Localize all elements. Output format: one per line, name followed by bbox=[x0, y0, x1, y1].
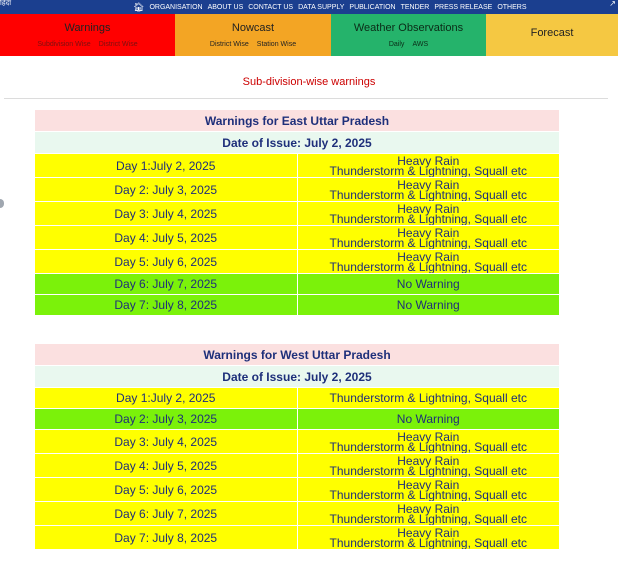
table-row bbox=[35, 274, 560, 295]
region-heading: Warnings for East Uttar Pradesh bbox=[35, 110, 560, 132]
warning-line: Heavy Rain bbox=[397, 453, 460, 468]
warning-line: Heavy Rain bbox=[397, 225, 460, 240]
issue-date: Date of Issue: July 2, 2025 bbox=[35, 366, 560, 388]
warning-cell bbox=[297, 502, 560, 526]
warning-line: Heavy Rain bbox=[397, 249, 460, 264]
category-tabs bbox=[0, 14, 618, 56]
warning-line: Thunderstorm & Lightning, Squall etc bbox=[329, 235, 527, 250]
day-cell: Day 5: July 6, 2025 bbox=[35, 250, 298, 274]
warning-line: Heavy Rain bbox=[397, 501, 460, 516]
warning-line: Thunderstorm & Lightning, Squall etc bbox=[329, 487, 527, 502]
warning-cell bbox=[297, 226, 560, 250]
subdivision-wise-link[interactable]: Subdivision Wise bbox=[37, 41, 91, 48]
table-row bbox=[35, 295, 560, 316]
warning-cell bbox=[297, 478, 560, 502]
table-row bbox=[35, 409, 560, 430]
warning-line: Thunderstorm & Lightning, Squall etc bbox=[329, 439, 527, 454]
warning-cell bbox=[297, 430, 560, 454]
day-cell: Day 7: July 8, 2025 bbox=[35, 526, 298, 550]
warning-cell bbox=[297, 178, 560, 202]
warning-cell: No Warning bbox=[297, 295, 560, 316]
table-row bbox=[35, 154, 560, 178]
table-row bbox=[35, 226, 560, 250]
tab-warnings-title[interactable]: Warnings bbox=[64, 22, 111, 34]
west-up-warnings-table bbox=[34, 343, 560, 550]
day-cell: Day 4: July 5, 2025 bbox=[35, 226, 298, 250]
tab-forecast-title[interactable]: Forecast bbox=[530, 27, 574, 39]
tab-weather-observations[interactable] bbox=[331, 14, 486, 56]
warning-cell bbox=[297, 154, 560, 178]
warning-line: Thunderstorm & Lightning, Squall etc bbox=[329, 163, 527, 178]
divider bbox=[4, 98, 608, 99]
table-row bbox=[35, 388, 560, 409]
menu-about-us[interactable]: ABOUT US bbox=[207, 3, 244, 11]
warning-line: Thunderstorm & Lightning, Squall etc bbox=[329, 187, 527, 202]
tab-forecast[interactable] bbox=[486, 14, 618, 56]
daily-link[interactable]: Daily bbox=[388, 41, 405, 48]
warning-line: Heavy Rain bbox=[397, 153, 460, 168]
menu-others[interactable]: OTHERS bbox=[497, 3, 527, 11]
table-row bbox=[35, 454, 560, 478]
table-row bbox=[35, 178, 560, 202]
day-cell: Day 6: July 7, 2025 bbox=[35, 502, 298, 526]
menu-organisation[interactable]: ORGANISATION bbox=[149, 3, 203, 11]
warning-line: Thunderstorm & Lightning, Squall etc bbox=[329, 259, 527, 274]
menu-publication[interactable]: PUBLICATION bbox=[349, 3, 396, 11]
day-cell: Day 5: July 6, 2025 bbox=[35, 478, 298, 502]
day-cell: Day 2: July 3, 2025 bbox=[35, 178, 298, 202]
share-icon[interactable]: ↗ bbox=[609, 0, 616, 8]
day-cell: Day 6: July 7, 2025 bbox=[35, 274, 298, 295]
warning-line: Heavy Rain bbox=[397, 177, 460, 192]
menu-data-supply[interactable]: DATA SUPPLY bbox=[298, 3, 345, 11]
table-row bbox=[35, 478, 560, 502]
warning-cell: No Warning bbox=[297, 409, 560, 430]
menu-tender[interactable]: TENDER bbox=[400, 3, 430, 11]
day-cell: Day 1:July 2, 2025 bbox=[35, 154, 298, 178]
warning-cell bbox=[297, 202, 560, 226]
menu-press-release[interactable]: PRESS RELEASE bbox=[434, 3, 493, 11]
region-heading: Warnings for West Uttar Pradesh bbox=[35, 344, 560, 366]
top-menu bbox=[133, 0, 526, 14]
tab-nowcast-title[interactable]: Nowcast bbox=[231, 22, 275, 34]
aws-link[interactable]: AWS bbox=[412, 41, 429, 48]
day-cell: Day 3: July 4, 2025 bbox=[35, 430, 298, 454]
side-scroll-marker bbox=[0, 199, 4, 208]
warning-cell bbox=[297, 454, 560, 478]
menu-contact-us[interactable]: CONTACT US bbox=[248, 3, 294, 11]
table-row bbox=[35, 502, 560, 526]
nowcast-district-wise-link[interactable]: District Wise bbox=[209, 41, 249, 48]
warning-line: Heavy Rain bbox=[397, 525, 460, 540]
district-wise-warnings-link[interactable]: District Wise bbox=[98, 41, 138, 48]
warning-line: Heavy Rain bbox=[397, 201, 460, 216]
home-icon[interactable]: 🏠︎ bbox=[133, 1, 145, 12]
nowcast-station-wise-link[interactable]: Station Wise bbox=[256, 41, 297, 48]
warning-cell bbox=[297, 526, 560, 550]
table-row bbox=[35, 202, 560, 226]
warning-line: Heavy Rain bbox=[397, 477, 460, 492]
warning-cell bbox=[297, 250, 560, 274]
table-row bbox=[35, 250, 560, 274]
warning-cell: No Warning bbox=[297, 274, 560, 295]
warning-line: Thunderstorm & Lightning, Squall etc bbox=[329, 211, 527, 226]
day-cell: Day 1:July 2, 2025 bbox=[35, 388, 298, 409]
warning-line: Thunderstorm & Lightning, Squall etc bbox=[329, 463, 527, 478]
issue-date: Date of Issue: July 2, 2025 bbox=[35, 132, 560, 154]
warning-cell: Thunderstorm & Lightning, Squall etc bbox=[297, 388, 560, 409]
day-cell: Day 4: July 5, 2025 bbox=[35, 454, 298, 478]
day-cell: Day 2: July 3, 2025 bbox=[35, 409, 298, 430]
tab-warnings[interactable] bbox=[0, 14, 175, 56]
language-link[interactable]: हिंदी bbox=[0, 0, 12, 7]
top-nav-bar bbox=[0, 0, 618, 14]
day-cell: Day 3: July 4, 2025 bbox=[35, 202, 298, 226]
table-row bbox=[35, 430, 560, 454]
warning-line: Thunderstorm & Lightning, Squall etc bbox=[329, 535, 527, 550]
east-up-warnings-table bbox=[34, 109, 560, 316]
tab-nowcast[interactable] bbox=[175, 14, 331, 56]
warning-line: Heavy Rain bbox=[397, 429, 460, 444]
tab-weather-title[interactable]: Weather Observations bbox=[353, 22, 464, 34]
warning-line: Thunderstorm & Lightning, Squall etc bbox=[329, 511, 527, 526]
table-row bbox=[35, 526, 560, 550]
day-cell: Day 7: July 8, 2025 bbox=[35, 295, 298, 316]
page-title: Sub-division-wise warnings bbox=[242, 76, 376, 88]
